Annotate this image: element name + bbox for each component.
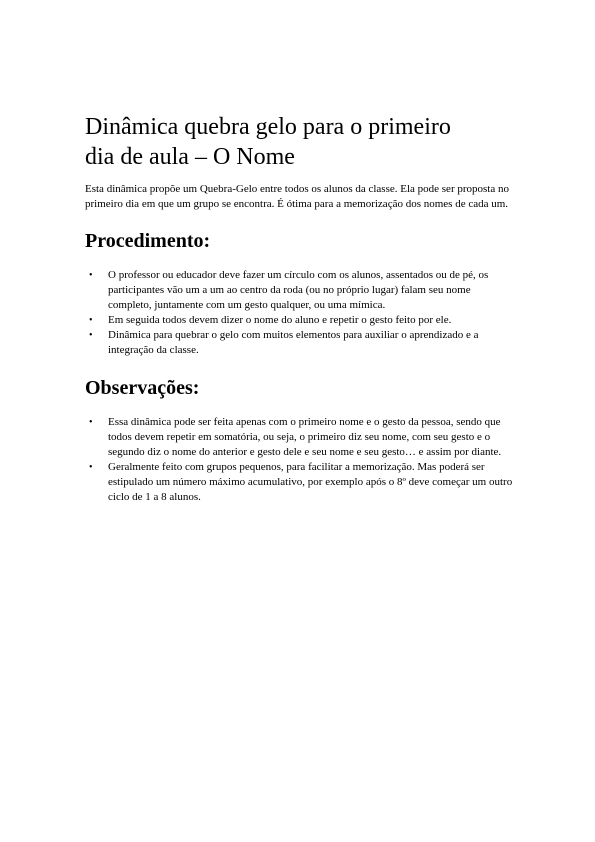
procedimento-heading: Procedimento: bbox=[85, 230, 211, 252]
bullet-icon: • bbox=[89, 315, 93, 326]
observacoes-list bbox=[85, 415, 513, 505]
bullet-icon: • bbox=[89, 330, 93, 341]
document-page bbox=[85, 112, 513, 523]
list-item bbox=[85, 268, 513, 313]
list-item bbox=[85, 415, 513, 460]
bullet-icon: • bbox=[89, 462, 93, 473]
procedimento-list bbox=[85, 268, 513, 358]
list-item-text: Geralmente feito com grupos pequenos, para facilitar a memorização. Mas poderá ser estipulado um número máximo acumulativo, por exemplo após o 8º deve começar um outro ciclo de 1 a 8 alunos. bbox=[108, 461, 513, 503]
list-item-text: Em seguida todos devem dizer o nome do aluno e repetir o gesto feito por ele. bbox=[108, 314, 452, 326]
bullet-icon: • bbox=[89, 270, 93, 281]
list-item bbox=[85, 313, 513, 328]
list-item-text: O professor ou educador deve fazer um círculo com os alunos, assentados ou de pé, os participantes vão um a um ao centro da roda (ou no próprio lugar) falam seu nome completo, juntamente com um gesto qualquer, ou uma mímica. bbox=[108, 269, 489, 311]
list-item-text: Dinâmica para quebrar o gelo com muitos elementos para auxiliar o aprendizado e a integração da classe. bbox=[108, 329, 479, 356]
list-item-text: Essa dinâmica pode ser feita apenas com o primeiro nome e o gesto da pessoa, sendo que todos devem repetir em somatória, ou seja, o primeiro diz seu nome, com seu gesto e o segundo diz o nome do anterior e gesto dele e seu nome e seu gesto… e assim por diante. bbox=[108, 416, 502, 458]
list-item bbox=[85, 460, 513, 505]
list-item bbox=[85, 328, 513, 358]
page-title-line-1: Dinâmica quebra gelo para o primeiro bbox=[85, 114, 451, 140]
intro-paragraph: Esta dinâmica propõe um Quebra-Gelo entre todos os alunos da classe. Ela pode ser proposta no primeiro dia em que um grupo se encontra. É ótima para a memorização dos nomes de cada um. bbox=[85, 183, 509, 210]
observacoes-heading: Observações: bbox=[85, 377, 200, 399]
page-title-line-2: dia de aula – O Nome bbox=[85, 144, 295, 170]
page-title bbox=[85, 112, 513, 172]
bullet-icon: • bbox=[89, 417, 93, 428]
